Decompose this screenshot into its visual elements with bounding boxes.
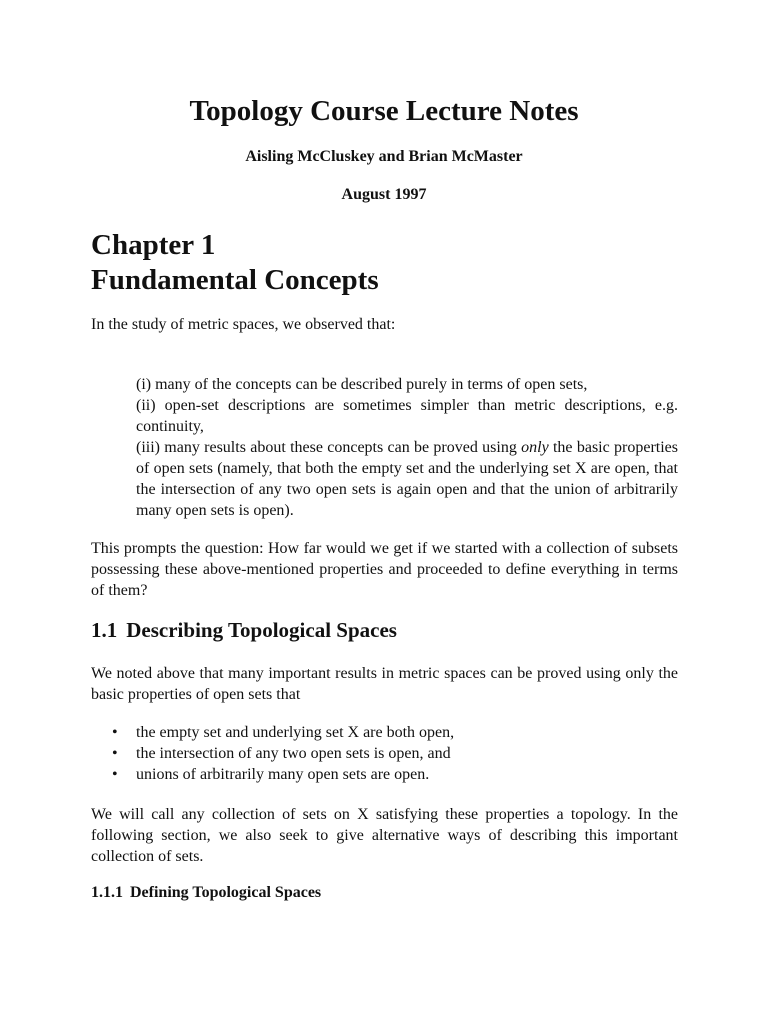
observation-iii: [136, 437, 678, 521]
list-item-text: unions of arbitrarily many open sets are open.: [136, 766, 430, 783]
document-date: August 1997: [341, 186, 427, 203]
subsection-heading: [91, 884, 321, 902]
bullet-icon: •: [112, 766, 118, 783]
observation-iii-text-end: the basic properties of open sets (namely, that both the empty set and the underlying set X are open, that the intersection of any two open sets is again open and that the union of arbitrarily many open sets is open).: [136, 439, 678, 519]
section-number: 1.1: [91, 618, 118, 642]
section-paragraph-2: We will call any collection of sets on X satisfying these properties a topology. In the following section, we also seek to give alternative ways of describing this important collection of sets.: [91, 806, 678, 865]
intro-paragraph: In the study of metric spaces, we observed that:: [91, 316, 396, 333]
section-heading: [91, 618, 397, 643]
bullet-icon: •: [112, 724, 118, 741]
subsection-title: Defining Topological Spaces: [130, 884, 322, 901]
list-item: [112, 764, 454, 785]
observations-block: [136, 374, 678, 521]
section-title: Describing Topological Spaces: [126, 618, 397, 642]
document-title: Topology Course Lecture Notes: [189, 95, 579, 127]
bullet-icon: •: [112, 745, 118, 762]
list-item-text: the empty set and underlying set X are both open,: [136, 724, 455, 741]
properties-list: [112, 722, 454, 785]
observation-iii-text-start: (iii) many results about these concepts can be proved using: [136, 439, 522, 456]
section-paragraph-1: We noted above that many important results in metric spaces can be proved using only the basic properties of open sets that: [91, 665, 678, 703]
chapter-number: Chapter 1: [91, 229, 216, 261]
list-item: [112, 722, 454, 743]
chapter-heading: [91, 228, 691, 298]
question-paragraph: This prompts the question: How far would we get if we started with a collection of subsets possessing these above-mentioned properties and proceeded to define everything in terms of them?: [91, 540, 678, 599]
observation-i: (i) many of the concepts can be described purely in terms of open sets,: [136, 376, 588, 393]
list-item: [112, 743, 454, 764]
observation-ii: (ii) open-set descriptions are sometimes simpler than metric descriptions, e.g. continuity,: [136, 397, 678, 435]
document-authors: Aisling McCluskey and Brian McMaster: [245, 148, 523, 165]
list-item-text: the intersection of any two open sets is open, and: [136, 745, 451, 762]
subsection-number: 1.1.1: [91, 884, 123, 901]
observation-iii-emphasis: only: [521, 439, 549, 456]
chapter-title: Fundamental Concepts: [91, 264, 379, 296]
